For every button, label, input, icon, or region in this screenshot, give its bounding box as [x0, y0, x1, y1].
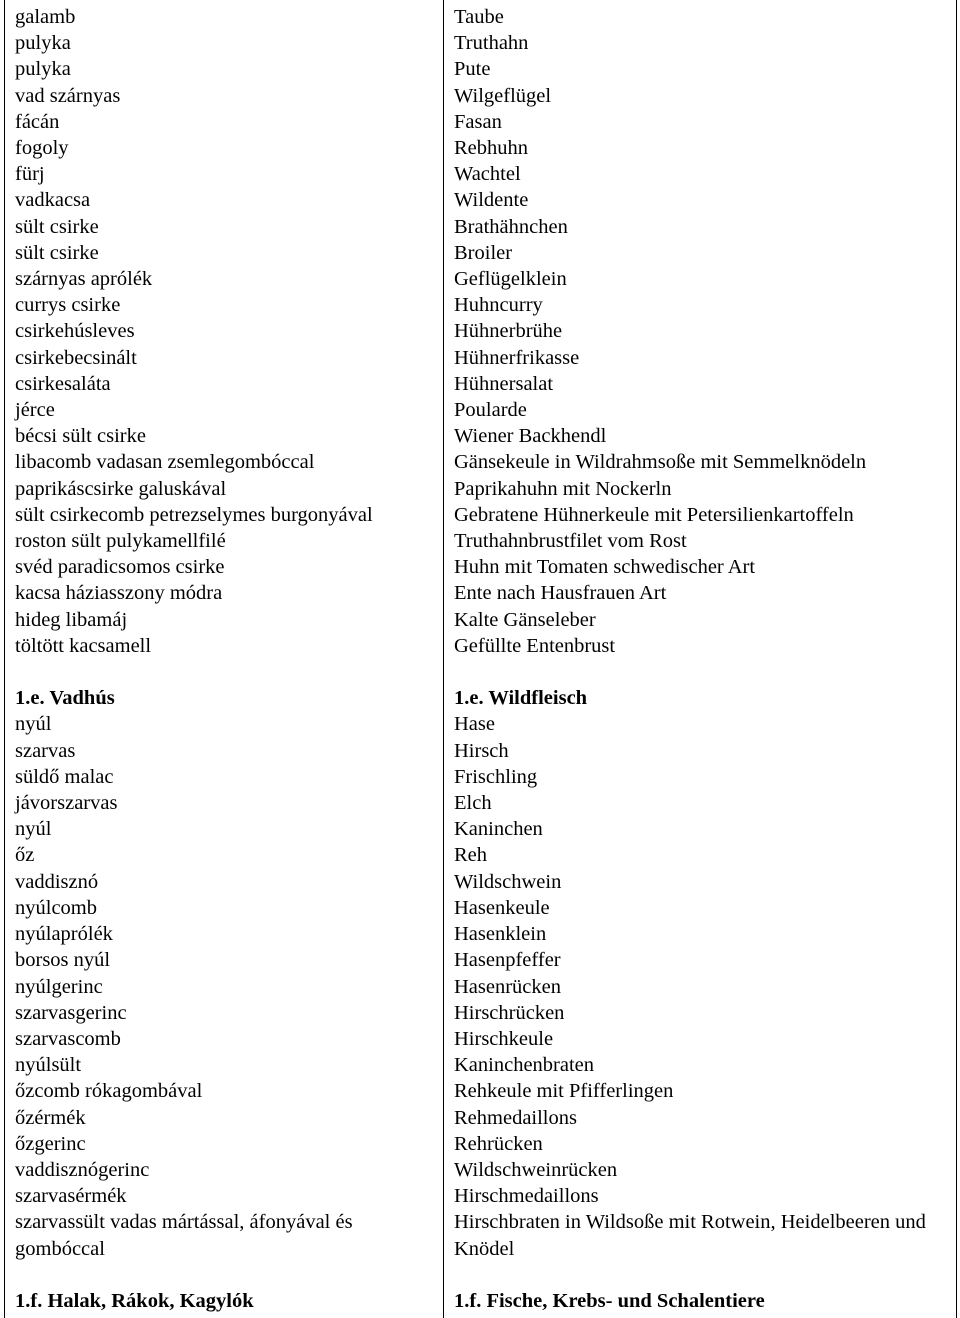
- column-divider: [443, 0, 444, 1318]
- list-item: Truthahnbrustfilet vom Rost: [454, 530, 687, 553]
- list-item: nyúlcomb: [15, 896, 97, 919]
- list-item: libacomb vadasan zsemlegombóccal: [15, 451, 315, 474]
- list-item: Hühnerfrikasse: [454, 346, 580, 369]
- list-item: nyúlsült: [15, 1054, 82, 1077]
- poultry-list-hu: [15, 4, 435, 659]
- list-item: szarvassült vadas mártással, áfonyával és gombóccal: [15, 1211, 353, 1260]
- list-item: Reh: [454, 844, 488, 867]
- fish-heading-de: 1.f. Fische, Krebs- und Schalentiere: [454, 1289, 765, 1312]
- list-item: Brathähnchen: [454, 215, 568, 238]
- list-item: Kaninchenbraten: [454, 1054, 595, 1077]
- list-item: Rebhuhn: [454, 137, 529, 160]
- list-item: csirkesaláta: [15, 372, 111, 395]
- list-item: Hirsch: [454, 739, 509, 762]
- list-item: sült csirke: [15, 215, 99, 238]
- list-item: currys csirke: [15, 294, 121, 317]
- list-item: töltött kacsamell: [15, 634, 152, 657]
- list-item: Hühnersalat: [454, 372, 554, 395]
- game-heading-de: 1.e. Wildfleisch: [454, 687, 588, 710]
- list-item: Wildente: [454, 189, 529, 212]
- list-item: paprikáscsirke galuskával: [15, 477, 227, 500]
- list-item: Kaninchen: [454, 818, 543, 841]
- list-item: szarvasgerinc: [15, 1001, 127, 1024]
- list-item: Wildschwein: [454, 870, 562, 893]
- list-item: Hirschbraten in Wildsoße mit Rotwein, Heidelbeeren und Knödel: [454, 1211, 926, 1260]
- list-item: Poularde: [454, 399, 527, 422]
- list-item: fürj: [15, 163, 45, 186]
- list-item: nyúl: [15, 713, 52, 736]
- list-item: vad szárnyas: [15, 84, 121, 107]
- list-item: Wachtel: [454, 163, 521, 186]
- list-item: Broiler: [454, 241, 513, 264]
- list-item: kacsa háziasszony módra: [15, 582, 223, 605]
- list-item: szarvascomb: [15, 1027, 121, 1050]
- list-item: Hirschmedaillons: [454, 1185, 599, 1208]
- list-item: őz: [15, 844, 35, 867]
- game-list-de: [454, 711, 952, 1261]
- list-item: Frischling: [454, 765, 538, 788]
- list-item: hideg libamáj: [15, 608, 128, 631]
- list-item: borsos nyúl: [15, 949, 111, 972]
- list-item: Huhn mit Tomaten schwedischer Art: [454, 556, 756, 579]
- poultry-list-de: [454, 4, 952, 659]
- list-item: pulyka: [15, 58, 71, 81]
- list-item: pulyka: [15, 32, 71, 55]
- list-item: süldő malac: [15, 765, 114, 788]
- list-item: fogoly: [15, 137, 69, 160]
- list-item: Wildschweinrücken: [454, 1158, 618, 1181]
- list-item: Fasan: [454, 110, 502, 133]
- left-border: [4, 0, 5, 1318]
- list-item: svéd paradicsomos csirke: [15, 556, 225, 579]
- list-item: Elch: [454, 792, 492, 815]
- list-item: Rehkeule mit Pfifferlingen: [454, 1080, 674, 1103]
- list-item: Gefüllte Entenbrust: [454, 634, 616, 657]
- list-item: Hasenkeule: [454, 896, 550, 919]
- list-item: Taube: [454, 6, 504, 28]
- list-item: Truthahn: [454, 32, 529, 55]
- list-item: fácán: [15, 110, 60, 133]
- list-item: csirkehúsleves: [15, 320, 135, 343]
- list-item: jávorszarvas: [15, 792, 118, 815]
- list-item: nyúlgerinc: [15, 975, 103, 998]
- list-item: szarvas: [15, 739, 76, 762]
- list-item: Rehrücken: [454, 1132, 543, 1155]
- list-item: nyúl: [15, 818, 52, 841]
- list-item: galamb: [15, 6, 76, 28]
- right-border: [956, 0, 957, 1318]
- list-item: Kalte Gänseleber: [454, 608, 596, 631]
- list-item: csirkebecsinált: [15, 346, 137, 369]
- list-item: Wilgeflügel: [454, 84, 552, 107]
- list-item: vaddisznó: [15, 870, 99, 893]
- list-item: őzcomb rókagombával: [15, 1080, 203, 1103]
- list-item: őzgerinc: [15, 1132, 86, 1155]
- list-item: nyúlaprólék: [15, 923, 113, 946]
- list-item: Geflügelklein: [454, 268, 567, 291]
- list-item: sült csirke: [15, 241, 99, 264]
- list-item: jérce: [15, 399, 55, 422]
- list-item: Hasenpfeffer: [454, 949, 561, 972]
- list-item: Wiener Backhendl: [454, 425, 607, 448]
- list-item: őzérmék: [15, 1106, 86, 1129]
- german-column: [454, 4, 952, 1314]
- list-item: sült csirkecomb petrezselymes burgonyával: [15, 503, 373, 526]
- list-item: Huhncurry: [454, 294, 543, 317]
- hungarian-column: [15, 4, 435, 1314]
- list-item: roston sült pulykamellfilé: [15, 530, 226, 553]
- list-item: vaddisznógerinc: [15, 1158, 150, 1181]
- list-item: bécsi sült csirke: [15, 425, 146, 448]
- list-item: Gebratene Hühnerkeule mit Petersilienkartoffeln: [454, 503, 854, 526]
- list-item: Pute: [454, 58, 491, 81]
- game-heading-hu: 1.e. Vadhús: [15, 687, 115, 710]
- list-item: Rehmedaillons: [454, 1106, 577, 1129]
- list-item: Hirschkeule: [454, 1027, 554, 1050]
- list-item: Hasenklein: [454, 923, 547, 946]
- list-item: Hirschrücken: [454, 1001, 565, 1024]
- list-item: Hase: [454, 713, 495, 736]
- list-item: szárnyas aprólék: [15, 268, 153, 291]
- list-item: szarvasérmék: [15, 1185, 127, 1208]
- fish-heading-hu: 1.f. Halak, Rákok, Kagylók: [15, 1289, 254, 1312]
- list-item: Paprikahuhn mit Nockerln: [454, 477, 672, 500]
- list-item: Hasenrücken: [454, 975, 562, 998]
- list-item: Hühnerbrühe: [454, 320, 563, 343]
- list-item: Gänsekeule in Wildrahmsoße mit Semmelknödeln: [454, 451, 867, 474]
- game-list-hu: [15, 711, 435, 1261]
- list-item: vadkacsa: [15, 189, 91, 212]
- list-item: Ente nach Hausfrauen Art: [454, 582, 667, 605]
